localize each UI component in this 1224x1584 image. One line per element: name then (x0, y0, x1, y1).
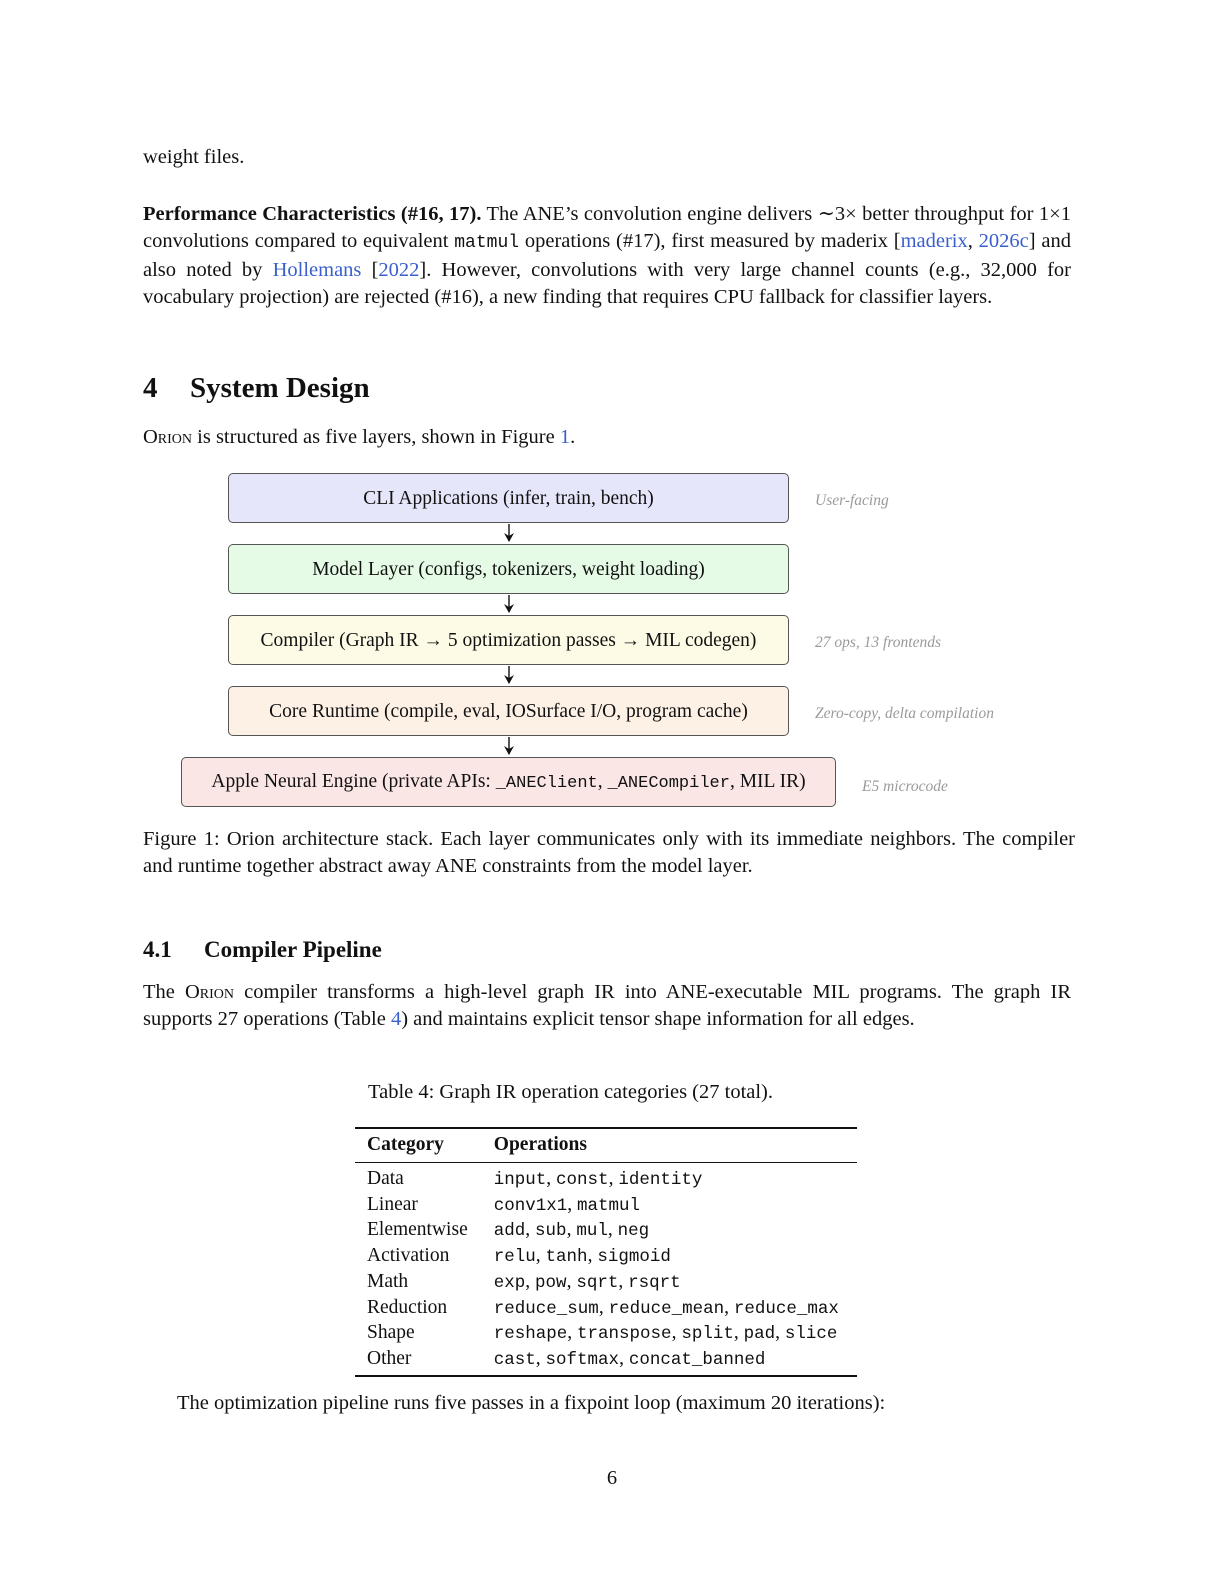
operation-name: sigmoid (597, 1247, 671, 1268)
system-name: Orion (185, 981, 235, 1003)
section-number: 4.1 (143, 937, 172, 962)
operation-name: transpose (577, 1324, 672, 1345)
layer-model (228, 544, 789, 594)
operation-name: softmax (545, 1349, 620, 1370)
text-run: The ANE’s convolution engine delivers ∼3× better throughput for 1×1 convolutions compared to equivalent (143, 203, 1071, 252)
table-row (355, 1193, 857, 1219)
layer-label: Core Runtime (compile, eval, IOSurface I/O, program cache) (269, 700, 748, 722)
layer-note: Zero-copy, delta compilation (815, 705, 994, 722)
text-run: [ (361, 259, 379, 281)
operation-name: identity (618, 1170, 703, 1190)
citation-link-hollemans[interactable]: Hollemans (272, 259, 362, 281)
table-row (355, 1270, 857, 1296)
column-header: Category (355, 1128, 482, 1163)
page-number: 6 (606, 1467, 618, 1489)
subsection-heading (143, 936, 382, 964)
category-cell: Other (355, 1347, 482, 1376)
operations-cell: reduce_sum, reduce_mean, reduce_max (493, 1296, 839, 1319)
operation-name: slice (784, 1324, 838, 1345)
system-name: Orion (143, 426, 193, 448)
table-row (355, 1244, 857, 1270)
text-run: operations (#17), first measured by maderix [ (519, 230, 901, 252)
text-run: . (570, 426, 576, 448)
operation-name: reduce_max (733, 1298, 839, 1319)
inline-code: _ANEClient (495, 773, 598, 793)
layer-note: User-facing (815, 492, 889, 509)
operations-cell: cast, softmax, concat_banned (482, 1347, 857, 1376)
compiler-paragraph: The Orion compiler transforms a high-level graph IR into ANE-executable MIL programs. The graph IR supports 27 operations (Table 4) and maintains explicit tensor shape information for all edges. (143, 981, 1071, 1030)
table-row (355, 1347, 857, 1376)
section-title: System Design (190, 372, 370, 404)
operation-name: const (556, 1170, 609, 1190)
operation-name: reduce_sum (493, 1298, 599, 1319)
operation-name: conv1x1 (493, 1195, 568, 1216)
operations-cell: conv1x1, matmul (493, 1193, 641, 1216)
layer-label: Compiler (Graph IR → 5 optimization passes → MIL codegen) (260, 629, 757, 651)
text-run: ]. However, convolutions with very large channel counts (e.g., 32,000 for vocabulary projection) are rejected (#16), a new finding that requires CPU fallback for classifier layers. (143, 259, 1071, 308)
category-cell: Linear (367, 1193, 418, 1215)
operations-cell: relu, tanh, sigmoid (493, 1245, 671, 1268)
text-fragment: weight files. (143, 146, 245, 168)
operation-name: sub (535, 1221, 567, 1242)
figure-caption: Figure 1: Orion architecture stack. Each layer communicates only with its immediate neighbors. The compiler and runtime together abstract away ANE constraints from the model layer. (143, 828, 1075, 877)
table-ref-link[interactable]: 4 (390, 1008, 402, 1030)
operation-name: pad (743, 1324, 776, 1345)
operations-cell: reshape, transpose, split, pad, slice (493, 1322, 838, 1345)
operations-cell: add, sub, mul, neg (493, 1219, 650, 1242)
table-row (355, 1321, 857, 1347)
operations-table (355, 1127, 857, 1377)
operation-name: sqrt (576, 1272, 619, 1293)
inline-code: matmul (454, 233, 520, 253)
layer-note: E5 microcode (862, 778, 948, 795)
column-header: Operations (482, 1128, 857, 1163)
table-caption: Table 4: Graph IR operation categories (27 total). (368, 1081, 774, 1103)
operation-name: mul (576, 1221, 608, 1242)
text-run: , (967, 230, 979, 252)
operation-name: reshape (493, 1324, 568, 1345)
operations-cell: exp, pow, sqrt, rsqrt (493, 1270, 681, 1293)
category-cell: Math (367, 1270, 409, 1292)
closing-sentence: The optimization pipeline runs five passes in a fixpoint loop (maximum 20 iterations): (177, 1392, 886, 1414)
layer-note: 27 ops, 13 frontends (815, 634, 942, 651)
layer-compiler (228, 615, 789, 665)
paragraph-heading: Performance Characteristics (#16, 17). (143, 203, 482, 225)
layer-core-runtime (228, 686, 789, 736)
operation-name: pow (535, 1272, 567, 1293)
operation-name: matmul (577, 1195, 641, 1216)
operation-name: exp (493, 1272, 526, 1293)
operation-name: input (493, 1170, 547, 1190)
operation-name: add (493, 1221, 526, 1242)
citation-link-maderix[interactable]: maderix (900, 230, 968, 252)
category-cell: Shape (367, 1322, 415, 1344)
layer-cli-applications (228, 473, 789, 523)
operations-cell: input, const, identity (493, 1168, 703, 1190)
citation-link-2026c[interactable]: 2026c (978, 230, 1029, 252)
table-row (355, 1163, 857, 1193)
section-number: 4 (143, 372, 158, 404)
operation-name: rsqrt (628, 1272, 681, 1293)
operation-name: relu (493, 1247, 536, 1268)
operation-name: split (681, 1324, 734, 1345)
category-cell: Data (367, 1168, 404, 1189)
text-run: is structured as five layers, shown in Figure (192, 426, 560, 448)
layer-label: Model Layer (configs, tokenizers, weight loading) (312, 558, 705, 580)
operation-name: concat_banned (628, 1349, 766, 1370)
operation-name: tanh (545, 1247, 588, 1268)
inline-code: _ANECompiler (607, 773, 730, 793)
layer-label: CLI Applications (infer, train, bench) (363, 487, 654, 509)
table-row (355, 1218, 857, 1244)
operation-name: reduce_mean (608, 1298, 725, 1319)
table-header-row (355, 1128, 857, 1163)
text-run: ] and also noted by (143, 230, 1071, 281)
operation-name: cast (493, 1349, 536, 1370)
category-cell: Reduction (367, 1296, 448, 1318)
layer-label: Apple Neural Engine (private APIs: _ANEClient, _ANECompiler, MIL IR) (211, 770, 806, 793)
category-cell: Elementwise (367, 1219, 468, 1241)
section-title: Compiler Pipeline (204, 937, 382, 962)
layer-apple-neural-engine (181, 757, 836, 807)
category-cell: Activation (367, 1245, 450, 1267)
table-row (355, 1296, 857, 1322)
citation-link-2022[interactable]: 2022 (378, 259, 420, 281)
figure-ref-link[interactable]: 1 (559, 426, 571, 448)
operation-name: neg (617, 1221, 650, 1242)
